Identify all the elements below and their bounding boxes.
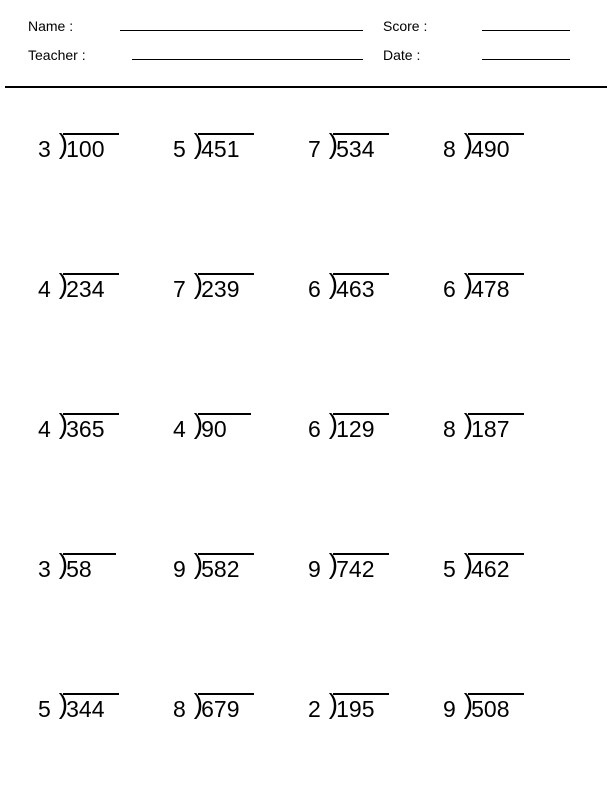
divisor: 3 [38, 136, 51, 162]
header-separator-line [5, 86, 607, 88]
dividend: 742 [333, 553, 388, 581]
division-bracket-icon: ) [193, 408, 204, 439]
divisor: 9 [443, 696, 456, 722]
division-problem-11 [308, 408, 443, 447]
score-label: Score : [383, 18, 428, 34]
division-problem-20 [443, 688, 578, 727]
divisor: 6 [308, 416, 321, 442]
dividend: 451 [198, 133, 253, 161]
division-problem-12 [443, 408, 578, 447]
division-bracket-icon: ) [58, 688, 69, 719]
division-bracket-icon: ) [193, 268, 204, 299]
division-problem-2 [173, 128, 308, 167]
teacher-input-line[interactable] [132, 59, 363, 60]
dividend: 582 [198, 553, 253, 581]
division-problem-10 [173, 408, 308, 447]
date-input-line[interactable] [482, 59, 570, 60]
dividend: 187 [468, 413, 523, 441]
division-problem-8 [443, 268, 578, 307]
dividend: 508 [468, 693, 523, 721]
divisor: 5 [443, 556, 456, 582]
division-bracket-icon: ) [463, 128, 474, 159]
divisor: 6 [443, 276, 456, 302]
divisor: 8 [443, 416, 456, 442]
division-problem-7 [308, 268, 443, 307]
divisor: 8 [443, 136, 456, 162]
score-input-line[interactable] [482, 30, 570, 31]
divisor: 6 [308, 276, 321, 302]
division-bracket-icon: ) [58, 268, 69, 299]
dividend: 100 [63, 133, 118, 161]
dividend: 478 [468, 273, 523, 301]
division-bracket-icon: ) [58, 408, 69, 439]
dividend: 365 [63, 413, 118, 441]
divisor: 2 [308, 696, 321, 722]
divisor: 4 [38, 276, 51, 302]
dividend: 534 [333, 133, 388, 161]
division-problem-6 [173, 268, 308, 307]
division-problem-4 [443, 128, 578, 167]
dividend: 129 [333, 413, 388, 441]
date-label: Date : [383, 47, 421, 63]
name-input-line[interactable] [120, 30, 363, 31]
division-problem-1 [38, 128, 173, 167]
division-bracket-icon: ) [463, 268, 474, 299]
division-bracket-icon: ) [463, 408, 474, 439]
division-problem-16 [443, 548, 578, 587]
dividend: 490 [468, 133, 523, 161]
dividend: 234 [63, 273, 118, 301]
division-bracket-icon: ) [58, 128, 69, 159]
dividend: 679 [198, 693, 253, 721]
divisor: 4 [173, 416, 186, 442]
name-label: Name : [28, 18, 74, 34]
dividend: 90 [198, 413, 251, 441]
divisor: 9 [308, 556, 321, 582]
division-bracket-icon: ) [463, 688, 474, 719]
dividend: 463 [333, 273, 388, 301]
division-problem-13 [38, 548, 173, 587]
dividend: 344 [63, 693, 118, 721]
division-problem-15 [308, 548, 443, 587]
divisor: 5 [173, 136, 186, 162]
division-bracket-icon: ) [328, 548, 339, 579]
division-problem-5 [38, 268, 173, 307]
dividend: 239 [198, 273, 253, 301]
dividend: 195 [333, 693, 388, 721]
divisor: 8 [173, 696, 186, 722]
dividend: 58 [63, 553, 116, 581]
division-bracket-icon: ) [328, 408, 339, 439]
division-bracket-icon: ) [193, 688, 204, 719]
divisor: 9 [173, 556, 186, 582]
dividend: 462 [468, 553, 523, 581]
division-bracket-icon: ) [328, 128, 339, 159]
divisor: 7 [173, 276, 186, 302]
division-problem-14 [173, 548, 308, 587]
division-problem-17 [38, 688, 173, 727]
division-bracket-icon: ) [328, 688, 339, 719]
division-problem-9 [38, 408, 173, 447]
division-problem-18 [173, 688, 308, 727]
division-problem-3 [308, 128, 443, 167]
divisor: 3 [38, 556, 51, 582]
division-bracket-icon: ) [328, 268, 339, 299]
division-bracket-icon: ) [463, 548, 474, 579]
problems-grid [38, 128, 578, 792]
division-bracket-icon: ) [58, 548, 69, 579]
division-problem-19 [308, 688, 443, 727]
divisor: 5 [38, 696, 51, 722]
division-bracket-icon: ) [193, 128, 204, 159]
division-bracket-icon: ) [193, 548, 204, 579]
teacher-label: Teacher : [28, 47, 86, 63]
divisor: 4 [38, 416, 51, 442]
divisor: 7 [308, 136, 321, 162]
